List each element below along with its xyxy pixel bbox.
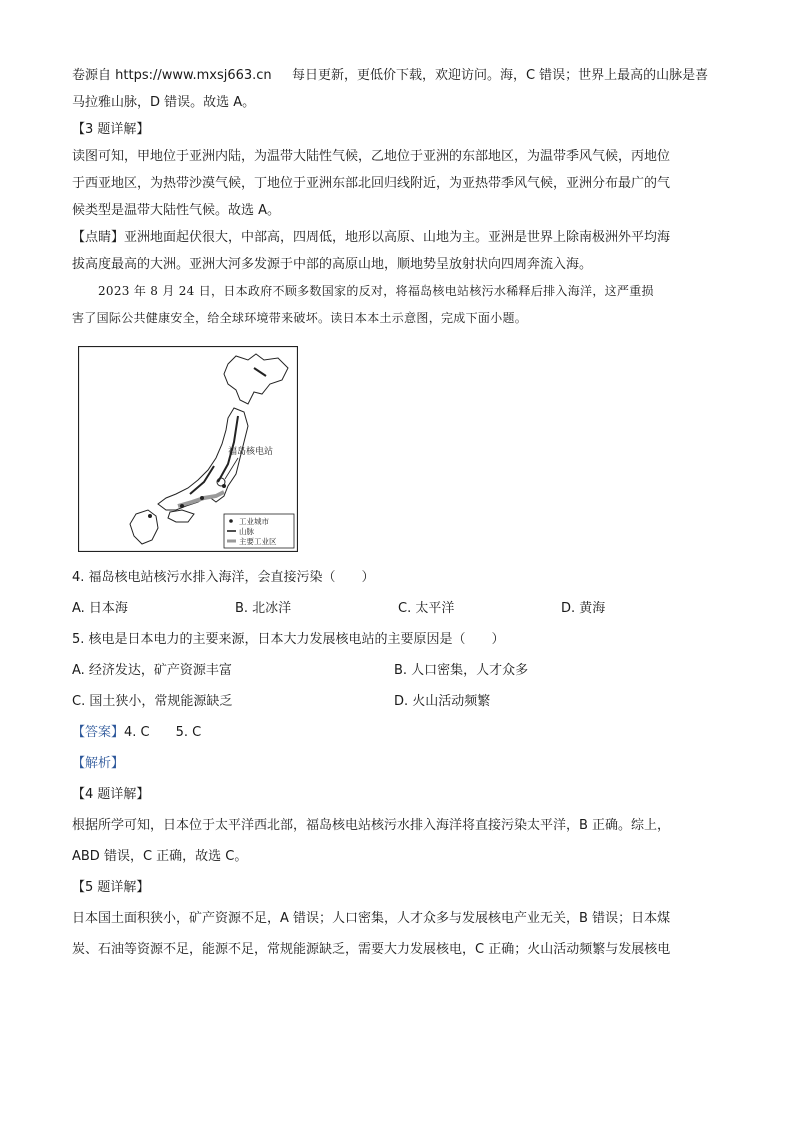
q4-options [72,593,732,624]
dianjing-tag: 【点睛】 [72,230,125,245]
q5-stem: 5. 核电是日本电力的主要来源，日本大力发展核电站的主要原因是（ ） [72,632,505,647]
q4-option-a[interactable]: A. 日本海 [72,601,128,616]
q5-option-d[interactable]: D. 火山活动频繁 [394,694,491,709]
intro-line: 2023 年 8 月 24 日，日本政府不顾多数国家的反对，将福岛核电站核污水稀释后排入海洋，这严重损 [98,284,654,298]
source-url[interactable]: https://www.mxsj663.cn [115,68,272,83]
paragraph-line: 马拉雅山脉，D 错误。故选 A。 [72,95,256,110]
answer-tag: 【答案】 [72,725,125,740]
q3-detail-line: 于西亚地区，为热带沙漠气候，丁地位于亚洲东部北回归线附近，为亚热带季风气候，亚洲分布最广的气 [72,176,671,191]
q5-detail-line: 炭、石油等资源不足，能源不足，常规能源缺乏，需要大力发展核电，C 正确；火山活动频繁与发展核电 [72,942,671,957]
legend-industrial-label: 主要工业区 [239,537,277,546]
japan-map-svg [78,346,298,552]
dianjing-line: 拔高度最高的大洲。亚洲大河多发源于中部的高原山地，顺地势呈放射状向四周奔流入海。 [72,257,593,272]
q5-detail-title: 【5 题详解】 [72,880,150,895]
header-line [72,62,732,89]
document-page [72,62,732,965]
q4-option-b[interactable]: B. 北冰洋 [235,601,292,616]
industrial-city-marker [200,496,204,500]
legend-city-symbol [229,519,233,523]
q5-options-row1 [72,655,732,686]
answer-line [72,717,732,748]
answer-4: 4. C [124,725,150,740]
fukushima-label: 福岛核电站 [228,446,274,456]
q5-option-a[interactable]: A. 经济发达，矿产资源丰富 [72,663,232,678]
japan-map [78,346,298,552]
paragraph-continuation: 海，C 错误；世界上最高的山脉是喜 [499,68,709,83]
industrial-city-marker [148,514,152,518]
q3-detail-line: 候类型是温带大陆性气候。故选 A。 [72,203,281,218]
q4-stem: 4. 福岛核电站核污水排入海洋，会直接污染（ ） [72,570,375,585]
source-label: 卷源自 [72,68,112,83]
q5-options-row2 [72,686,732,717]
q5-option-b[interactable]: B. 人口密集，人才众多 [394,663,529,678]
q4-detail-line: 根据所学可知，日本位于太平洋西北部，福岛核电站核污水排入海洋将直接污染太平洋，B 正确。综上， [72,818,671,833]
q3-detail-title: 【3 题详解】 [72,122,150,137]
analysis-tag: 【解析】 [72,756,125,771]
q4-option-d[interactable]: D. 黄海 [561,601,606,616]
answer-5: 5. C [175,725,202,740]
legend-city-label: 工业城市 [239,517,269,526]
source-notice: 每日更新，更低价下载，欢迎访问。 [291,68,500,83]
q4-detail-line: ABD 错误，C 正确，故选 C。 [72,849,248,864]
legend-mountain-label: 山脉 [239,527,254,536]
industrial-city-marker [180,504,184,508]
q4-detail-title: 【4 题详解】 [72,787,150,802]
q5-option-c[interactable]: C. 国土狭小，常规能源缺乏 [72,694,233,709]
intro-line: 害了国际公共健康安全，给全球环境带来破坏。读日本本土示意图，完成下面小题。 [72,311,528,325]
q5-detail-line: 日本国土面积狭小，矿产资源不足，A 错误；人口密集，人才众多与发展核电产业无关，B 错误；日本煤 [72,911,671,926]
q3-detail-line: 读图可知，甲地位于亚洲内陆，为温带大陆性气候，乙地位于亚洲的东部地区，为温带季风气候，丙地位 [72,149,671,164]
q4-option-c[interactable]: C. 太平洋 [398,601,455,616]
dianjing-text: 亚洲地面起伏很大，中部高，四周低，地形以高原、山地为主。亚洲是世界上除南极洲外平均海 [124,230,671,245]
dianjing-line [72,224,732,251]
